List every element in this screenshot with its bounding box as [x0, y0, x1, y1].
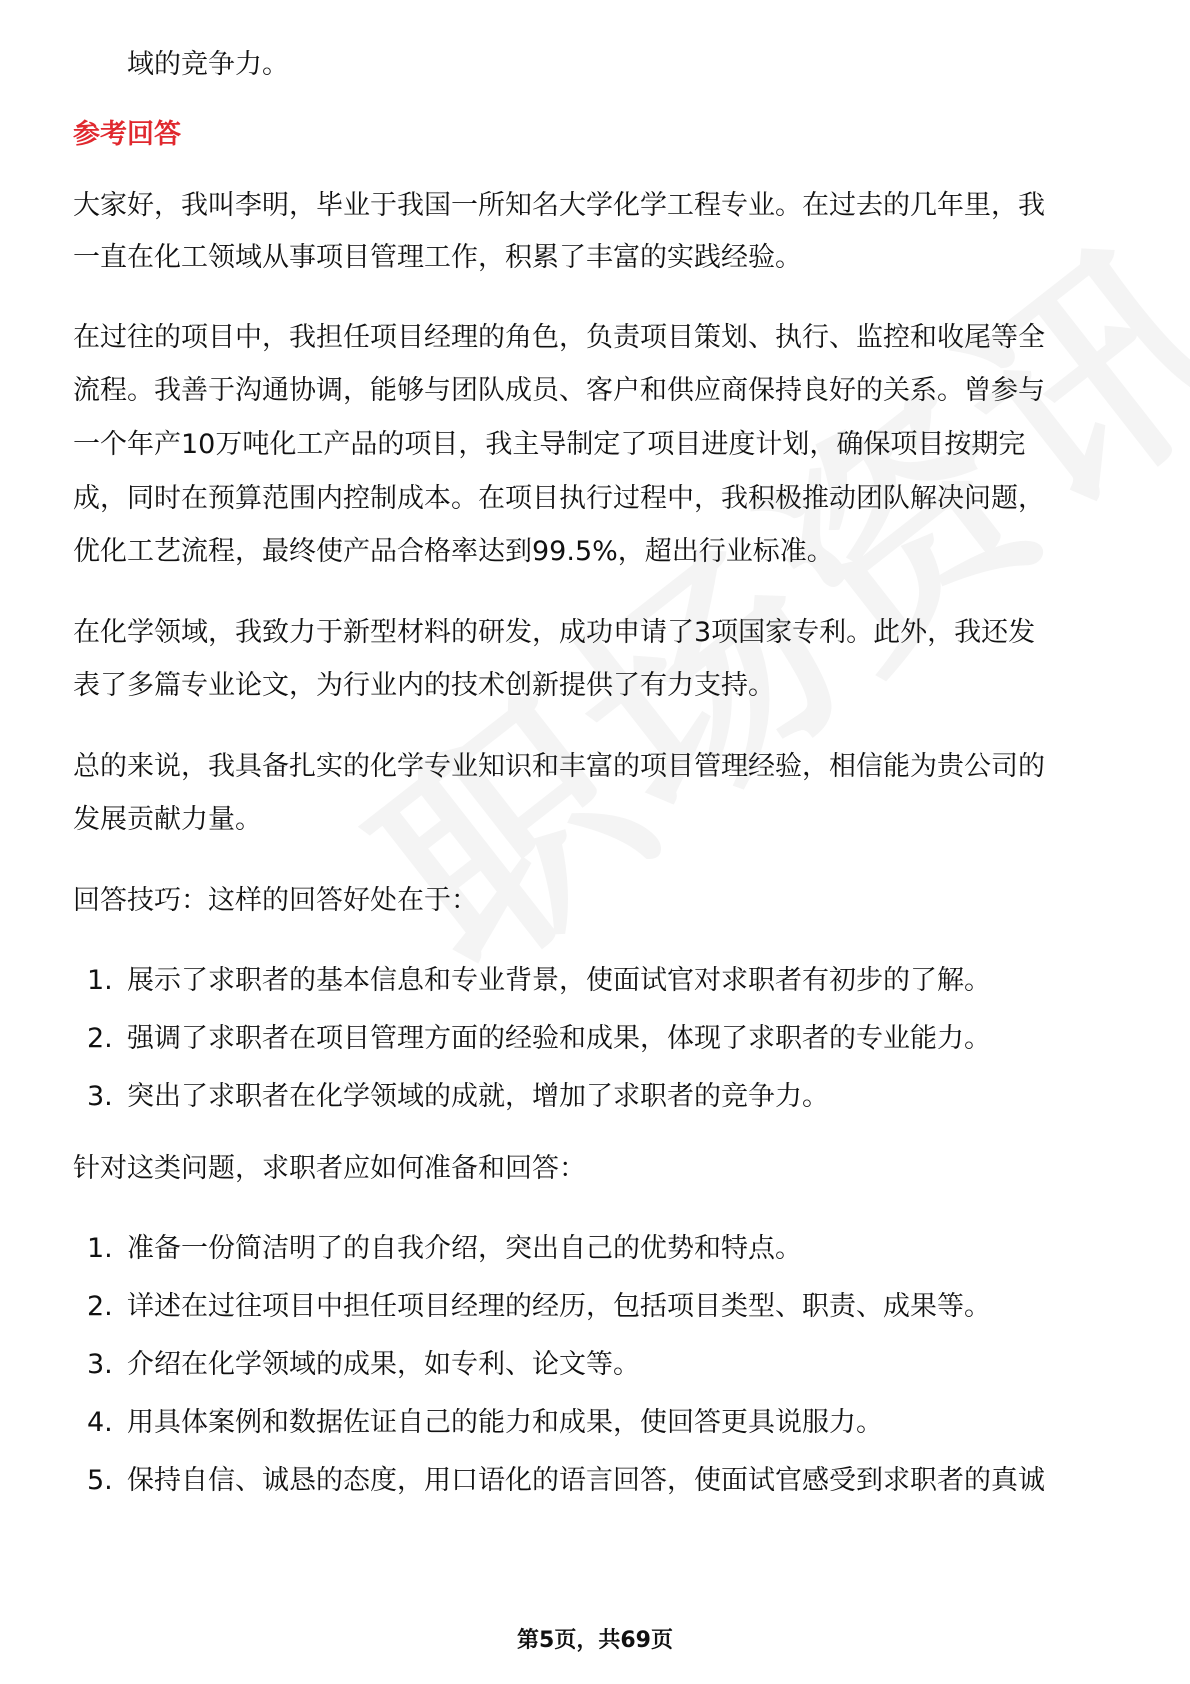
- tips-list: [73, 952, 1118, 1126]
- paragraph-line: 表了多篇专业论文，为行业内的技术创新提供了有力支持。: [73, 670, 775, 701]
- list-item: [73, 1452, 1118, 1510]
- list-item: [73, 1010, 1118, 1068]
- paragraph-line: 优化工艺流程，最终使产品合格率达到99.5%，超出行业标准。: [73, 536, 834, 567]
- list-item: [73, 1220, 1118, 1278]
- list-number: 2.: [87, 1291, 113, 1322]
- paragraph-line: 总的来说，我具备扎实的化学专业知识和丰富的项目管理经验，相信能为贵公司的: [73, 751, 1045, 782]
- list-number: 2.: [87, 1023, 113, 1054]
- prep-heading: 针对这类问题，求职者应如何准备和回答：: [73, 1153, 586, 1184]
- section-heading: 参考回答: [73, 119, 181, 150]
- continuation-text: 域的竞争力。: [127, 49, 289, 80]
- paragraph-line: 发展贡献力量。: [73, 804, 262, 835]
- list-text: 介绍在化学领域的成果，如专利、论文等。: [127, 1349, 640, 1380]
- tips-heading: 回答技巧：这样的回答好处在于：: [73, 885, 478, 916]
- list-number: 1.: [87, 965, 113, 996]
- paragraph-line: 一直在化工领域从事项目管理工作，积累了丰富的实践经验。: [73, 242, 802, 273]
- list-text: 详述在过往项目中担任项目经理的经历，包括项目类型、职责、成果等。: [127, 1291, 991, 1322]
- list-number: 3.: [87, 1349, 113, 1380]
- list-item: [73, 1394, 1118, 1452]
- list-number: 5.: [87, 1465, 113, 1496]
- prep-list: [73, 1220, 1118, 1510]
- list-item: [73, 1278, 1118, 1336]
- paragraph-line: 成，同时在预算范围内控制成本。在项目执行过程中，我积极推动团队解决问题，: [73, 483, 1045, 514]
- paragraph-line: 在化学领域，我致力于新型材料的研发，成功申请了3项国家专利。此外，我还发: [73, 617, 1036, 648]
- paragraph-line: 在过往的项目中，我担任项目经理的角色，负责项目策划、执行、监控和收尾等全: [73, 322, 1045, 353]
- list-text: 强调了求职者在项目管理方面的经验和成果，体现了求职者的专业能力。: [127, 1023, 991, 1054]
- list-text: 保持自信、诚恳的态度，用口语化的语言回答，使面试官感受到求职者的真诚: [127, 1465, 1045, 1496]
- list-text: 展示了求职者的基本信息和专业背景，使面试官对求职者有初步的了解。: [127, 965, 991, 996]
- list-number: 4.: [87, 1407, 113, 1438]
- paragraph-line: 流程。我善于沟通协调，能够与团队成员、客户和供应商保持良好的关系。曾参与: [73, 375, 1045, 406]
- list-item: [73, 1068, 1118, 1126]
- page-number-footer: 第5页，共69页: [517, 1628, 673, 1653]
- list-number: 1.: [87, 1233, 113, 1264]
- list-item: [73, 1336, 1118, 1394]
- paragraph-line: 一个年产10万吨化工产品的项目，我主导制定了项目进度计划，确保项目按期完: [73, 429, 1026, 460]
- list-number: 3.: [87, 1081, 113, 1112]
- list-text: 突出了求职者在化学领域的成就，增加了求职者的竞争力。: [127, 1081, 829, 1112]
- list-item: [73, 952, 1118, 1010]
- paragraph-line: 大家好，我叫李明，毕业于我国一所知名大学化学工程专业。在过去的几年里，我: [73, 190, 1045, 221]
- list-text: 准备一份简洁明了的自我介绍，突出自己的优势和特点。: [127, 1233, 802, 1264]
- list-text: 用具体案例和数据佐证自己的能力和成果，使回答更具说服力。: [127, 1407, 883, 1438]
